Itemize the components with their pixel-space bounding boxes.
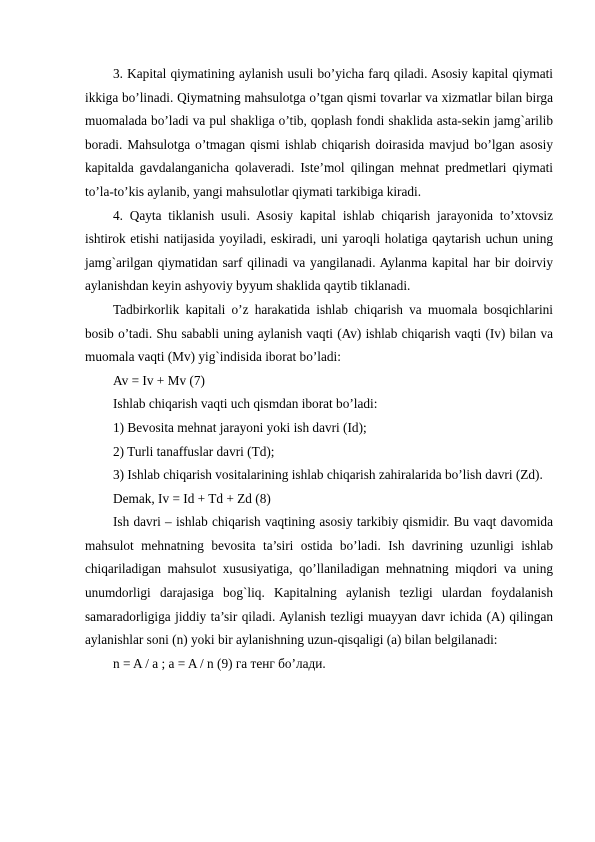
production-time-intro: Ishlab chiqarish vaqti uch qismdan iborat bo’ladi: [113,396,378,412]
list-item-work-period: 1) Bevosita mehnat jarayoni yoki ish davri (Id); [113,419,367,435]
formula-8: Demak, Iv = Id + Td + Zd (8) [113,490,271,506]
paragraph-restoration-method: 4. Qayta tiklanish usuli. Asosiy kapital ishlab chiqarish jarayonida to’xtovsiz ishtirok etishi natijasida yoyiladi, eskiradi, uni yaroqli holatiga qaytarish uchun uning jamg`arilgan qiymatidan sarf qilinadi va yangilanadi. Aylanma kapital har bir doirviy aylanishdan keyin ashyoviy byyum shaklida qaytib tiklanadi. [85,207,553,294]
list-item-reserves-period: 3) Ishlab chiqarish vositalarining ishlab chiqarish zahiralarida bo’lish davri (Zd). [113,467,543,483]
paragraph-work-period: Ish davri – ishlab chiqarish vaqtining asosiy tarkibiy qismidir. Bu vaqt davomida mahsulot mehnatning bevosita ta’siri ostida bo’ladi. Ish davrining uzunligi ishlab chiqariladigan mahsulot xususiyatiga, qo’llaniladigan mehnatning miqdori va uning unumdorligi darajasiga bog`liq. Kapitalning aylanish tezligi ulardan foydalanish samaradorligiga jiddiy ta’sir qiladi. Aylanish tezligi muayyan davr ichida (A) qilingan aylanishlar soni (n) yoki bir aylanishning uzun-qisqaligi (a) bilan belgilanadi: [85,514,553,648]
formula-9: n = A / a ; a = A / n (9) га тенг бо’лади. [113,655,326,671]
formula-7: Av = Iv + Mv (7) [113,372,205,388]
paragraph-entrepreneur-capital: Tadbirkorlik kapitali o’z harakatida ishlab chiqarish va muomala bosqichlarini bosib o’tadi. Shu sababli uning aylanish vaqti (Av) ishlab chiqarish vaqti (Iv) bilan va muomala vaqti (Mv) yig`indisida iborat bo’ladi: [85,301,553,365]
paragraph-capital-circulation: 3. Kapital qiymatining aylanish usuli bo’yicha farq qiladi. Asosiy kapital qiymati ikkiga bo’linadi. Qiymatning mahsulotga o’tgan qismi tovarlar va xizmatlar bilan birga muomalada bo’ladi va pul shakliga o’tib, qoplash fondi shaklida asta-sekin jamg`arilib boradi. Mahsulotga o’tmagan qismi ishlab chiqarish doirasida mavjud bo’lgan asosiy kapitalda gavdalanganicha qolaveradi. Iste’mol qilingan mehnat predmetlari qiymati to’la-to’kis aylanib, yangi mahsulotlar qiymati tarkibiga kiradi. [85,66,553,199]
document-page [85,62,553,675]
list-item-breaks-period: 2) Turli tanaffuslar davri (Td); [113,443,275,459]
